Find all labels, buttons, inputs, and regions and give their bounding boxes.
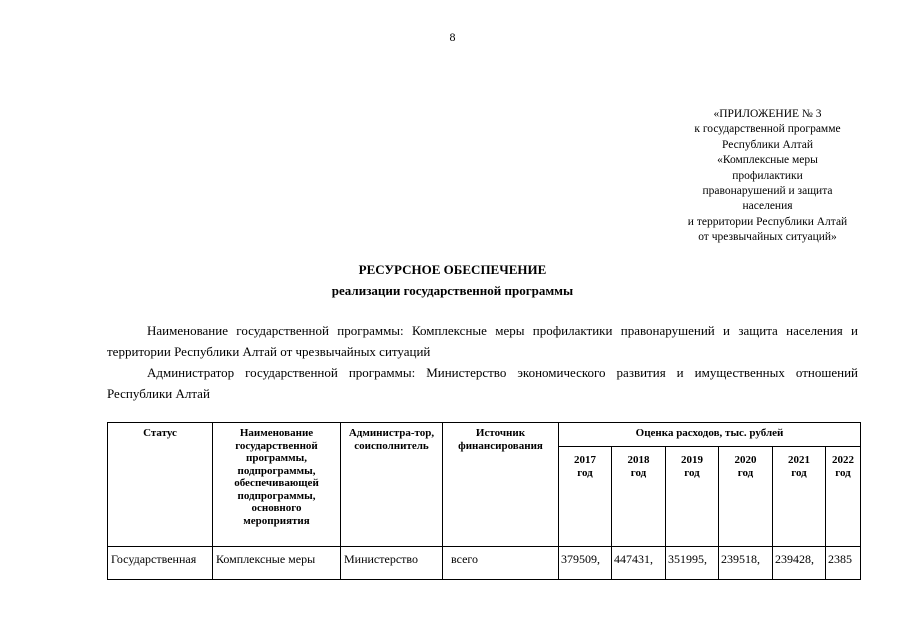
header-year: 2020 год <box>719 447 773 547</box>
header-program-name: Наименование государственной программы, подпрограммы, обеспечивающей подпрограммы, основного мероприятия <box>213 423 341 547</box>
program-name-paragraph: Наименование государственной программы: Комплексные меры профилактики правонарушений и защита населения и территории Республики Алтай от чрезвычайных ситуаций <box>107 323 858 359</box>
document-subtitle: реализации государственной программы <box>331 283 574 298</box>
page-number: 8 <box>449 30 456 44</box>
header-year: 2019 год <box>666 447 719 547</box>
cell-administrator: Министерство <box>341 547 443 580</box>
cell-value-2019: 351995, <box>666 547 719 580</box>
appendix-block <box>660 107 875 246</box>
cell-value-2018: 447431, <box>612 547 666 580</box>
appendix-line: и территории Республики Алтай <box>687 215 848 228</box>
resource-table <box>107 422 861 580</box>
header-administrator: Администра-тор, соисполнитель <box>341 423 443 547</box>
header-funding-source: Источник финансирования <box>443 423 559 547</box>
administrator-paragraph: Администратор государственной программы: Министерство экономического развития и имущественных отношений Республики Алтай <box>107 365 858 401</box>
cell-funding-source: всего <box>443 547 559 580</box>
header-status: Статус <box>108 423 213 547</box>
appendix-line: «Комплексные меры <box>717 154 818 167</box>
header-year: 2018 год <box>612 447 666 547</box>
header-year: 2021 год <box>773 447 826 547</box>
appendix-line: профилактики <box>732 169 803 182</box>
cell-value-2020: 239518, <box>719 547 773 580</box>
appendix-line: «ПРИЛОЖЕНИЕ № 3 <box>713 108 822 120</box>
appendix-line: к государственной программе <box>694 123 841 136</box>
cell-status: Государственная <box>108 547 213 580</box>
appendix-line: населения <box>742 200 793 213</box>
header-expenses: Оценка расходов, тыс. рублей <box>559 423 861 447</box>
table-row <box>108 547 861 580</box>
header-year: 2022 год <box>826 447 861 547</box>
appendix-line: от чрезвычайных ситуаций» <box>698 231 837 244</box>
cell-value-2022: 2385 <box>826 547 861 580</box>
header-year: 2017 год <box>559 447 612 547</box>
cell-value-2021: 239428, <box>773 547 826 580</box>
appendix-line: Республики Алтай <box>721 138 814 151</box>
cell-program-name: Комплексные меры <box>213 547 341 580</box>
appendix-line: правонарушений и защита <box>702 185 833 198</box>
cell-value-2017: 379509, <box>559 547 612 580</box>
document-title: РЕСУРСНОЕ ОБЕСПЕЧЕНИЕ <box>358 262 547 277</box>
